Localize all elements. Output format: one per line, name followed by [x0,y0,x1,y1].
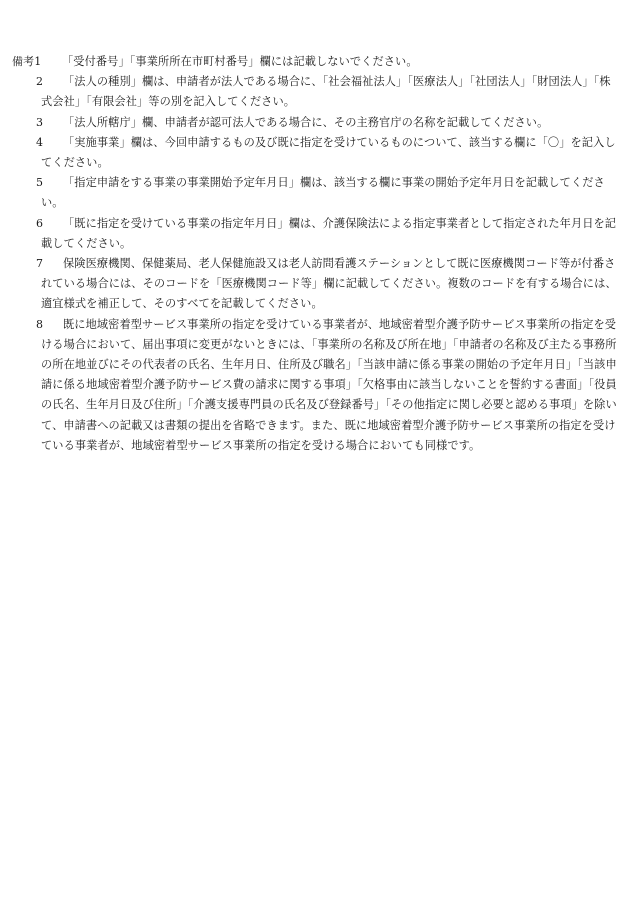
note-text: 「法人所轄庁」欄、申請者が認可法人である場合に、その主務官庁の名称を記載してください。 [63,115,549,129]
note-text: 「実施事業」欄は、今回申請するもの及び既に指定を受けているものについて、該当する欄に「〇」を記入してください。 [41,135,616,170]
note-number: 5 [36,176,44,190]
note-text: 「指定申請をする事業の事業開始予定年月日」欄は、該当する欄に事業の開始予定年月日を記載してください。 [41,176,605,210]
note-number: 7 [36,257,44,271]
note-item-7 [0,254,630,315]
note-item-2 [0,72,630,112]
note-item-4 [0,133,630,173]
note-number: 備考1 [12,55,42,68]
note-number: 8 [36,317,44,331]
note-text: 「法人の種別」欄は、申請者が法人である場合に、「社会福祉法人」「医療法人」「社団法人」「財団法人」「株式会社」「有限会社」等の別を記入してください。 [41,75,611,109]
note-number: 4 [36,135,44,149]
note-item-8 [0,315,630,456]
note-number: 6 [36,216,44,230]
notes-section [0,52,630,456]
note-item-5 [0,173,630,213]
note-item-3 [0,113,630,133]
note-item-1 [0,52,630,72]
note-item-6 [0,214,630,254]
note-text: 既に地域密着型サービス事業所の指定を受けている事業者が、地域密着型介護予防サービス事業所の指定を受ける場合において、届出事項に変更がないときには、「事業所の名称及び所在地」「申請者の名称及び主たる事務所の所在地並びにその代表者の氏名、生年月日、住所及び職名」「当該申請に係る事業の開始の予定年月日」「当該申請に係る地域密着型介護予防サービス費の請求に関する事項」「欠格事由に該当しないことを誓約する書面」「役員の氏名、生年月日及び住所」「介護支援専門員の氏名及び登録番号」「その他指定に関し必要と認める事項」を除いて、申請書への記載又は書類の提出を省略できます。また、既に地域密着型介護予防サービス事業所の指定を受けている事業者が、地域密着型サービス事業所の指定を受ける場合においても同様です。 [41,317,617,452]
note-text: 「既に指定を受けている事業の指定年月日」欄は、介護保険法による指定事業者として指定された年月日を記載してください。 [41,216,617,250]
note-text: 保険医療機関、保健薬局、老人保健施設又は老人訪問看護ステーションとして既に医療機関コード等が付番されている場合には、そのコードを「医療機関コード等」欄に記載してください。複数のコードを有する場合には、適宜様式を補正して、そのすべてを記載してください。 [41,257,617,311]
note-text: 「受付番号」「事業所所在市町村番号」欄には記載しないでください。 [62,55,418,68]
note-number: 2 [36,75,44,89]
note-number: 3 [36,115,44,129]
